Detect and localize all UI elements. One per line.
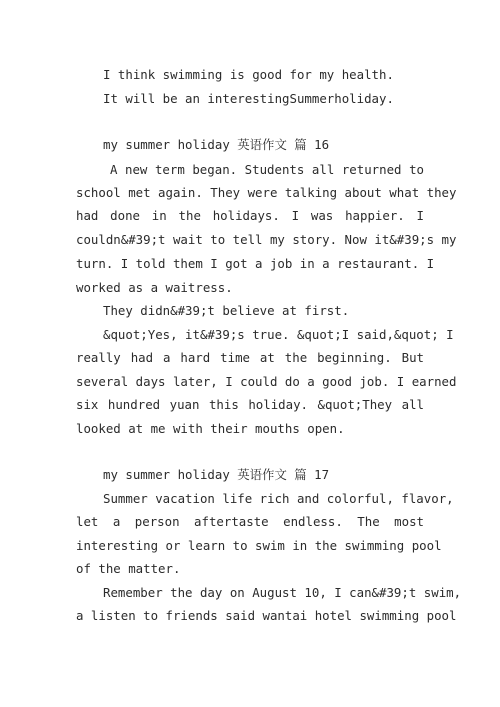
paragraph-line: of the matter. [76, 561, 181, 576]
paragraph-line: interesting or learn to swim in the swimming pool [76, 538, 442, 553]
paragraph-line: turn. I told them I got a job in a restaurant. I [76, 256, 435, 271]
text-line: It will be an interestingSummerholiday. [103, 91, 394, 106]
paragraph-line: a listen to friends said wantai hotel swimming pool [76, 608, 457, 623]
paragraph-line: several days later, I could do a good job. I earned [76, 374, 457, 389]
text-line: I think swimming is good for my health. [103, 67, 394, 82]
section-heading-17: my summer holiday 英语作文 篇 17 [103, 467, 330, 482]
paragraph-line: A new term began. Students all returned to [110, 162, 424, 177]
paragraph-line: school met again. They were talking about what they [76, 185, 457, 200]
paragraph-line: let a person aftertaste endless. The most [76, 514, 424, 529]
paragraph-line: worked as a waitress. [76, 280, 233, 295]
paragraph-line: They didn&#39;t believe at first. [103, 303, 350, 318]
paragraph-line: had done in the holidays. I was happier. I [76, 208, 424, 223]
paragraph-line: &quot;Yes, it&#39;s true. &quot;I said,&quot; I [103, 327, 454, 342]
paragraph-line: couldn&#39;t wait to tell my story. Now it&#39;s my [76, 232, 457, 247]
section-heading-16: my summer holiday 英语作文 篇 16 [103, 137, 330, 152]
paragraph-line: Remember the day on August 10, I can&#39;t swim, [103, 585, 462, 600]
paragraph-line: six hundred yuan this holiday. &quot;They all [76, 397, 424, 412]
paragraph-line: looked at me with their mouths open. [76, 421, 345, 436]
paragraph-line: Summer vacation life rich and colorful, flavor, [103, 491, 454, 506]
paragraph-line: really had a hard time at the beginning. But [76, 350, 424, 365]
